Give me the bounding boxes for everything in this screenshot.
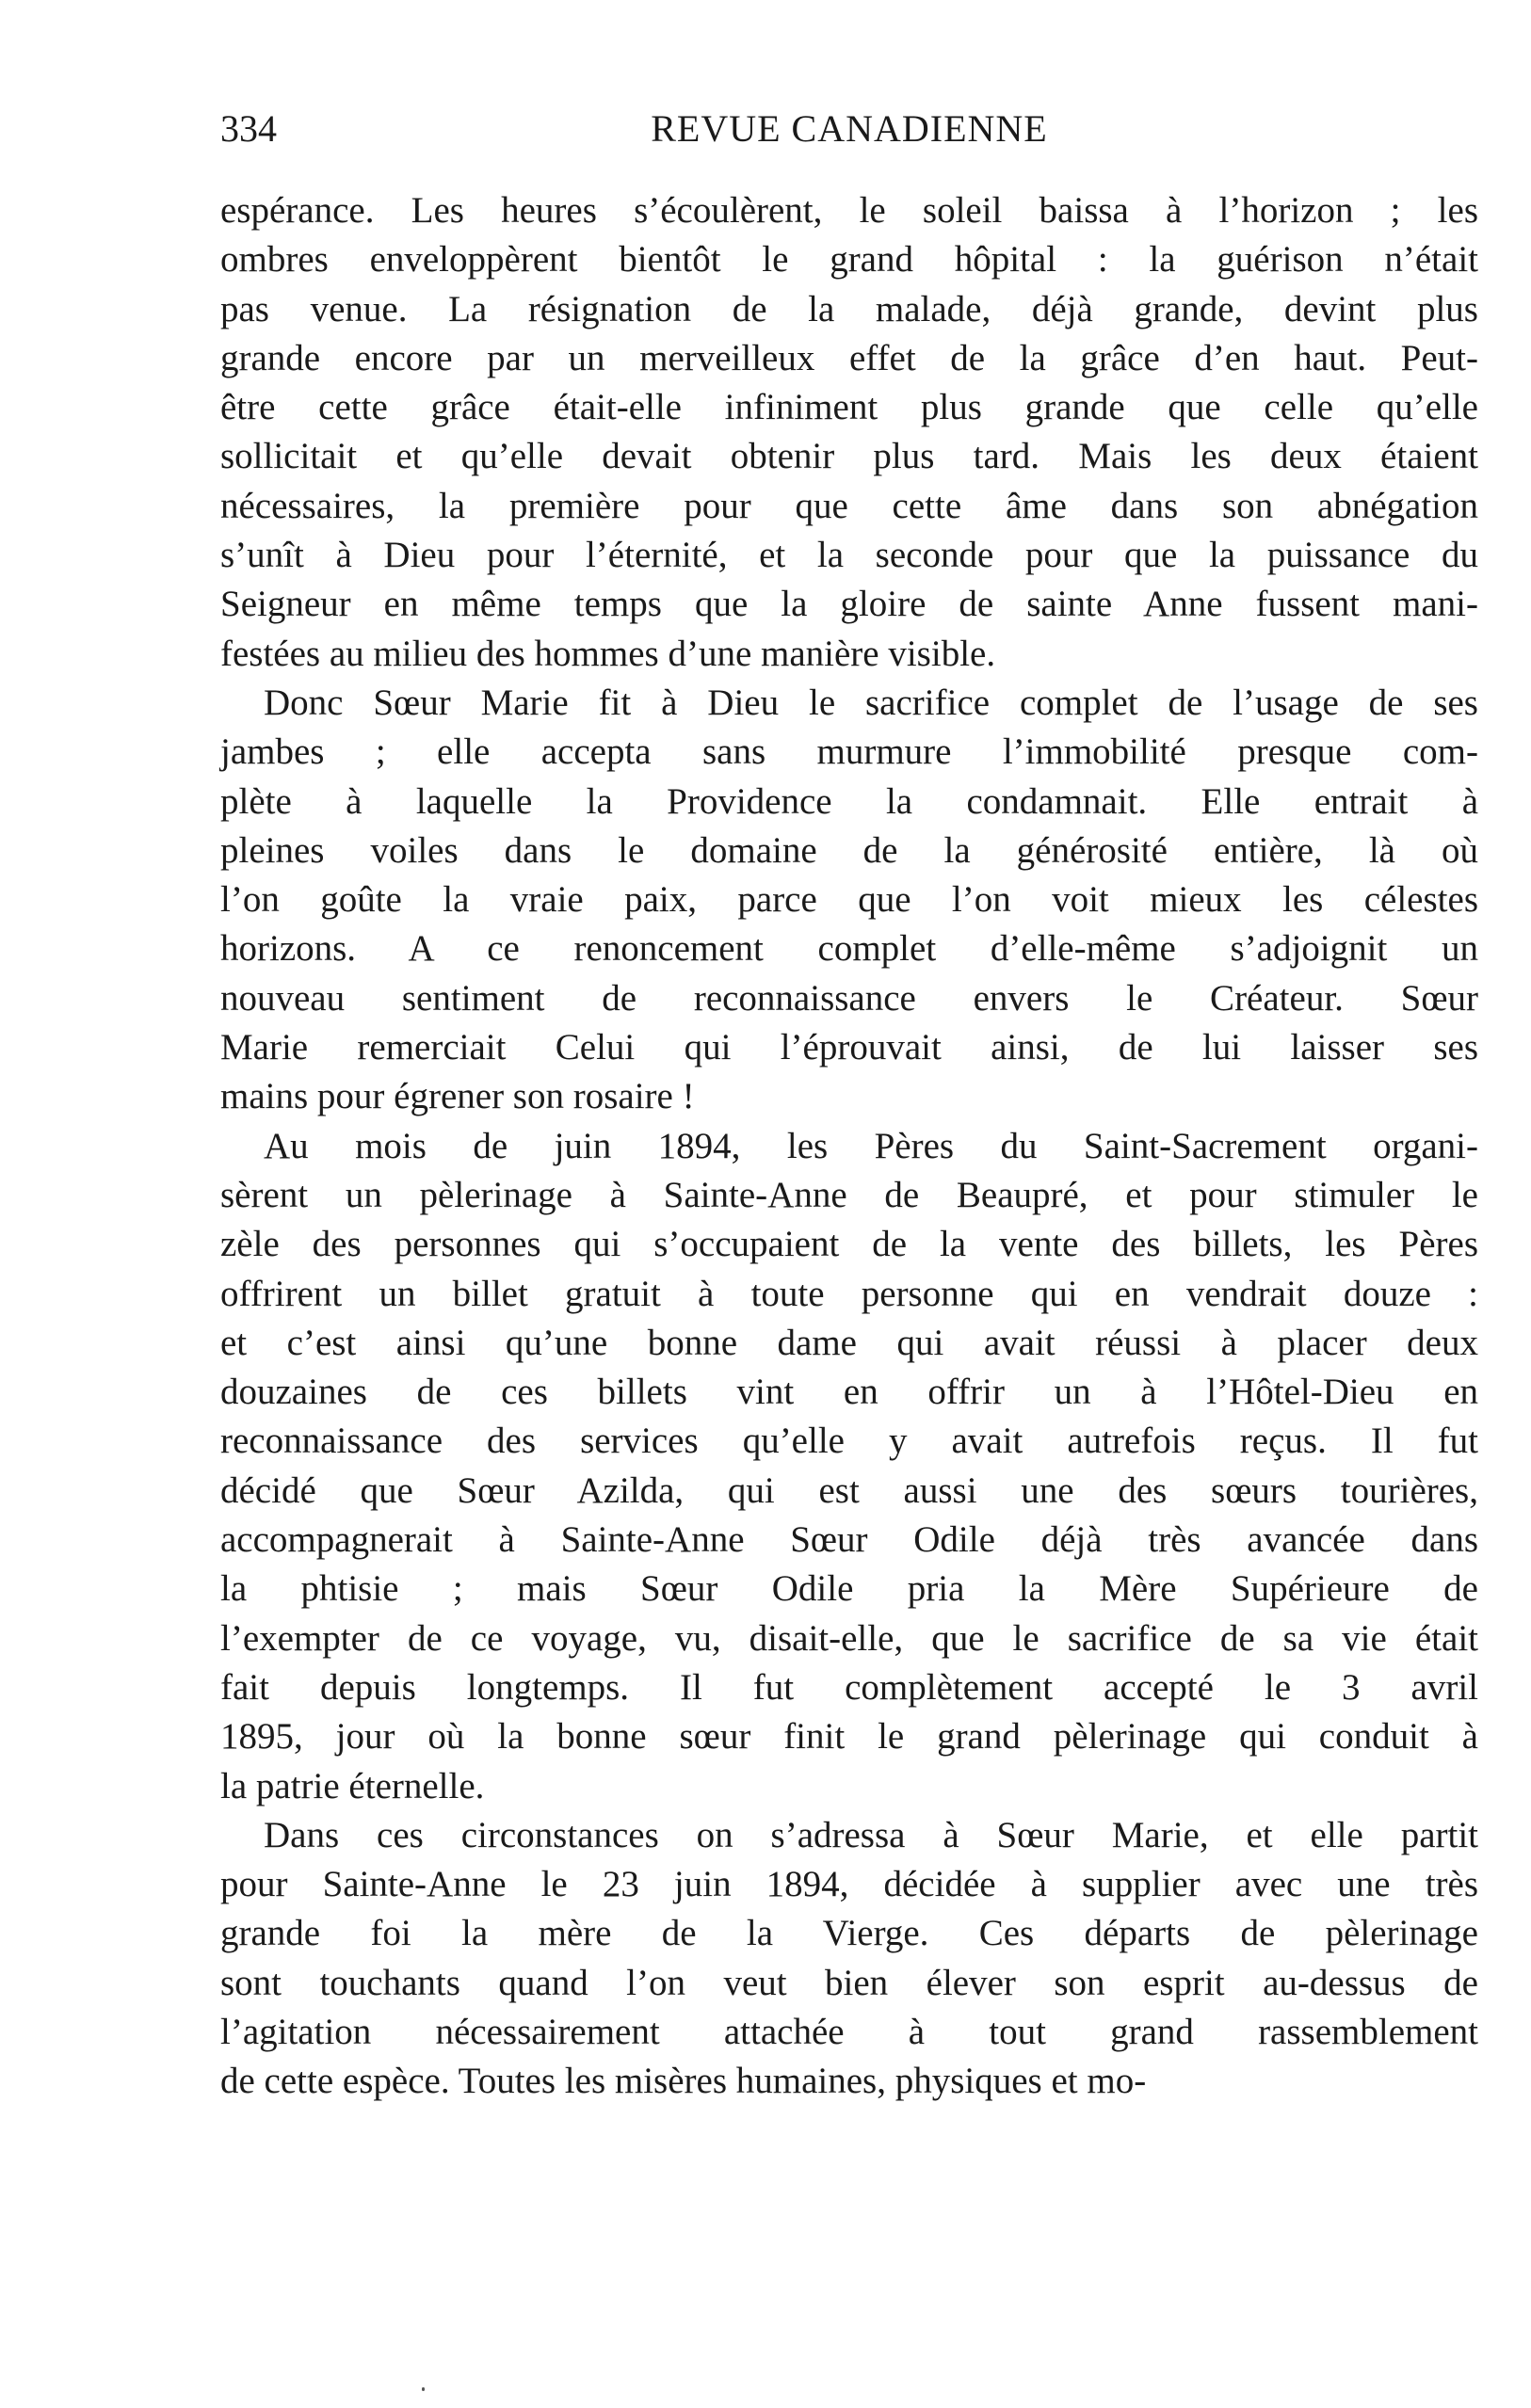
text-line: de cette espèce. Toutes les misères humaines, physiques et mo- (220, 2061, 1147, 2102)
text-line: sèrent un pèlerinage à Sainte-Anne de Beaupré, et pour stimuler le (220, 1174, 1478, 1215)
text-line: pour Sainte-Anne le 23 juin 1894, décidée à supplier avec une très (220, 1864, 1478, 1905)
text-line: 1895, jour où la bonne sœur finit le grand pèlerinage qui conduit à (220, 1716, 1478, 1758)
text-line: fait depuis longtemps. Il fut complètement accepté le 3 avril (220, 1666, 1478, 1708)
journal-title: REVUE CANADIENNE (651, 107, 1048, 150)
text-line: pleines voiles dans le domaine de la générosité entière, là où (220, 829, 1478, 871)
text-line: être cette grâce était-elle infiniment plus grande que celle qu’elle (220, 387, 1478, 428)
text-line: Au mois de juin 1894, les Pères du Saint-Sacrement organi- (264, 1125, 1478, 1166)
text-line: la patrie éternelle. (220, 1765, 485, 1806)
text-line: douzaines de ces billets vint en offrir un à l’Hôtel-Dieu en (220, 1372, 1478, 1413)
text-line: jambes ; elle accepta sans murmure l’immobilité presque com- (220, 731, 1478, 773)
text-line: festées au milieu des hommes d’une manière visible. (220, 633, 996, 674)
text-line: offrirent un billet gratuit à toute personne qui en vendrait douze : (220, 1273, 1478, 1314)
text-line: Seigneur en même temps que la gloire de sainte Anne fussent mani- (220, 584, 1478, 625)
text-line: nécessaires, la première pour que cette âme dans son abnégation (220, 485, 1478, 526)
text-line: décidé que Sœur Azilda, qui est aussi une des sœurs tourières, (220, 1469, 1478, 1511)
text-line: accompagnerait à Sainte-Anne Sœur Odile déjà très avancée dans (220, 1519, 1478, 1561)
text-line: mains pour égrener son rosaire ! (220, 1076, 695, 1117)
text-line: reconnaissance des services qu’elle y avait autrefois reçus. Il fut (220, 1421, 1478, 1462)
text-line: et c’est ainsi qu’une bonne dame qui avait réussi à placer deux (220, 1322, 1478, 1363)
text-line: grande foi la mère de la Vierge. Ces départs de pèlerinage (220, 1913, 1478, 1954)
print-speck (422, 2387, 425, 2391)
text-line: Donc Sœur Marie fit à Dieu le sacrifice complet de l’usage de ses (264, 682, 1478, 723)
text-line: horizons. A ce renoncement complet d’elle-même s’adjoignit un (220, 928, 1478, 970)
text-line: grande encore par un merveilleux effet de la grâce d’en haut. Peut- (220, 337, 1478, 378)
text-line: l’on goûte la vraie paix, parce que l’on voit mieux les célestes (220, 879, 1478, 921)
text-line: Dans ces circonstances on s’adressa à Sœur Marie, et elle partit (264, 1814, 1478, 1855)
text-line: ombres enveloppèrent bientôt le grand hôpital : la guérison n’était (220, 239, 1478, 281)
text-line: l’agitation nécessairement attachée à tout grand rassemblement (220, 2011, 1478, 2052)
body-text (220, 186, 1478, 2107)
page-number: 334 (220, 107, 277, 150)
text-line: nouveau sentiment de reconnaissance envers le Créateur. Sœur (220, 977, 1478, 1019)
running-head (220, 105, 1478, 153)
text-line: l’exempter de ce voyage, vu, disait-elle, que le sacrifice de sa vie était (220, 1617, 1478, 1659)
text-line: plète à laquelle la Providence la condamnait. Elle entrait à (220, 780, 1478, 822)
text-line: sollicitait et qu’elle devait obtenir plus tard. Mais les deux étaient (220, 436, 1478, 477)
text-line: sont touchants quand l’on veut bien élever son esprit au-dessus de (220, 1962, 1478, 2003)
text-line: zèle des personnes qui s’occupaient de la vente des billets, les Pères (220, 1224, 1478, 1265)
text-line: s’unît à Dieu pour l’éternité, et la seconde pour que la puissance du (220, 535, 1478, 576)
text-line: la phtisie ; mais Sœur Odile pria la Mère Supérieure de (220, 1568, 1478, 1610)
text-line: pas venue. La résignation de la malade, déjà grande, devint plus (220, 288, 1478, 329)
text-line: Marie remerciait Celui qui l’éprouvait ainsi, de lui laisser ses (220, 1027, 1478, 1068)
text-line: espérance. Les heures s’écoulèrent, le soleil baissa à l’horizon ; les (220, 190, 1478, 231)
